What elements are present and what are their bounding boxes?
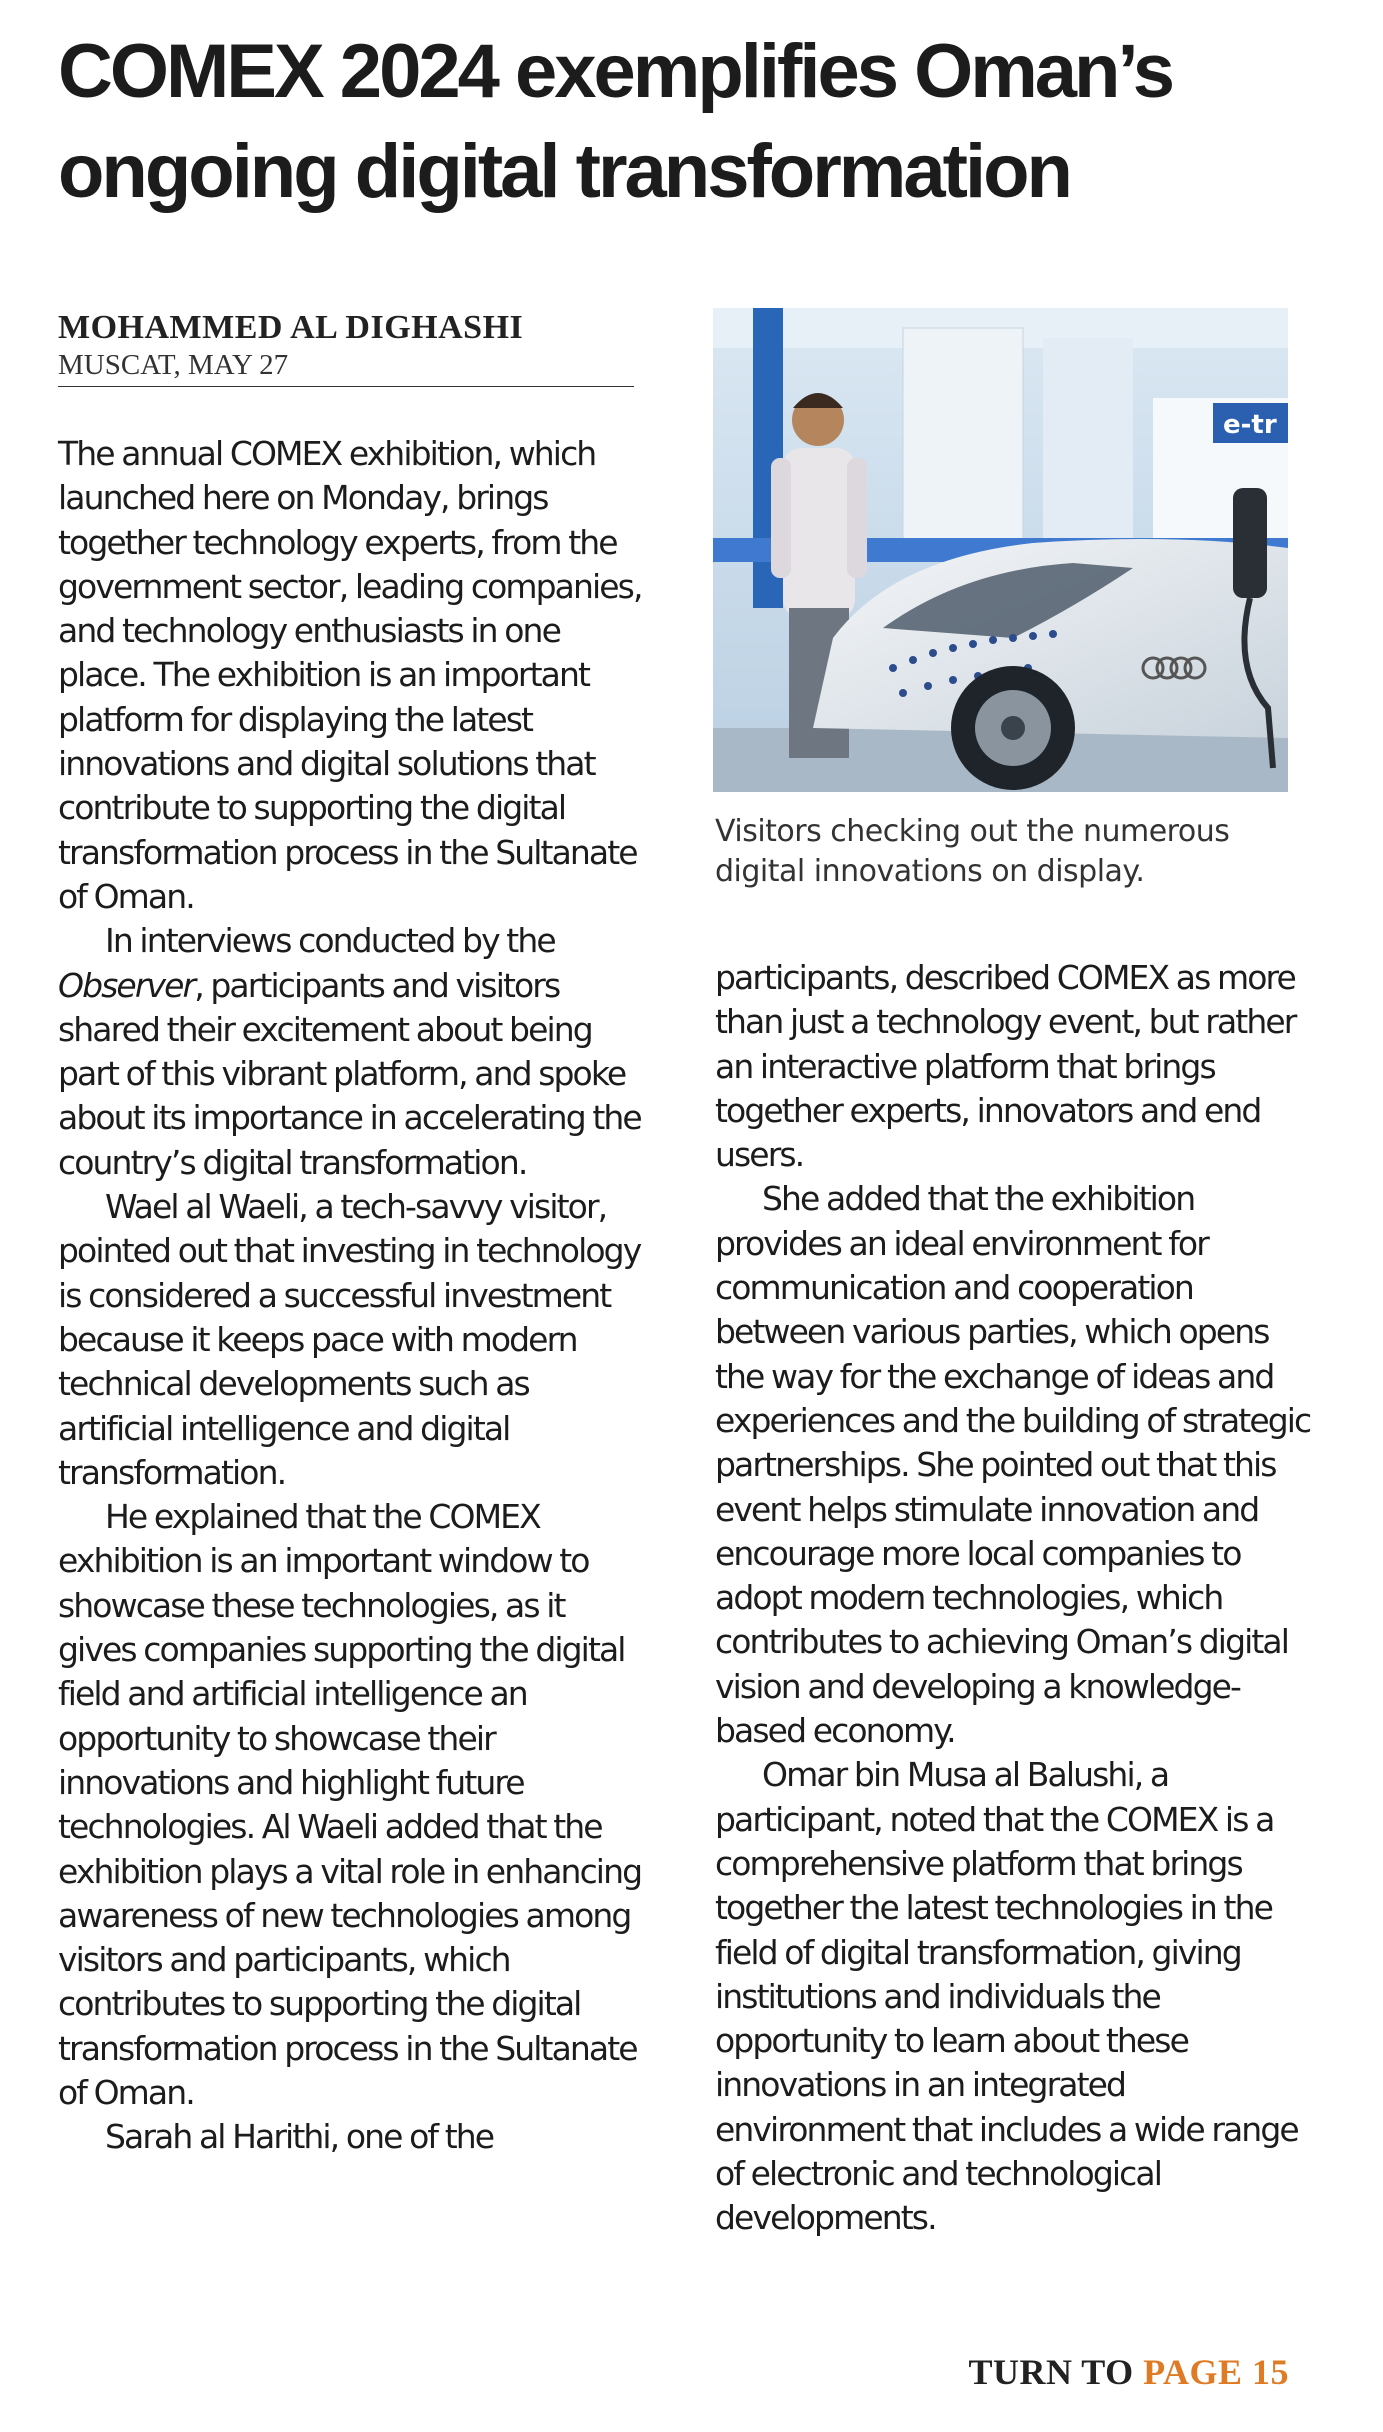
author-name: MOHAMMED AL DIGHASHI	[58, 309, 524, 346]
publication-name: Observer	[58, 965, 195, 1005]
booth-sign: e-tr	[1223, 410, 1277, 440]
turn-to-page-link[interactable]	[968, 2350, 1289, 2394]
paragraph	[58, 919, 648, 1185]
article-headline: COMEX 2024 exemplifies Oman’s ongoing digital transformation	[58, 29, 1173, 214]
photo-of-visitor-and-car-icon	[713, 308, 1288, 792]
paragraph: participants, described COMEX as more than just a technology event, but rather an interactive platform that brings together experts, innovators and end users.	[715, 958, 1296, 1175]
page-reference: PAGE 15	[1143, 2352, 1289, 2392]
paragraph-text: , participants and visitors shared their excitement about being part of this vibrant platform, and spoke about its importance in accelerating the country’s digital transformation.	[58, 965, 641, 1182]
dateline: MUSCAT, MAY 27	[58, 349, 289, 381]
byline	[58, 308, 634, 387]
article-photo	[713, 308, 1288, 792]
paragraph: He explained that the COMEX exhibition is an important window to showcase these technologies, as it gives companies supporting the digital field and artificial intelligence an opportunity to showcase their innovations and highlight future technologies. Al Waeli added that the exhibition plays a vital role in enhancing awareness of new technologies among visitors and participants, which contributes to supporting the digital transformation process in the Sultanate of Oman.	[58, 1497, 642, 2112]
article-column-left	[58, 432, 648, 2160]
paragraph: The annual COMEX exhibition, which launched here on Monday, brings together technology experts, from the government sector, leading companies, and technology enthusiasts in one place. The exhibition is an important platform for displaying the latest innovations and digital solutions that contribute to supporting the digital transformation process in the Sultanate of Oman.	[58, 434, 642, 916]
photo-caption: Visitors checking out the numerous digital innovations on display.	[715, 814, 1230, 889]
turn-to-label: TURN TO	[968, 2352, 1144, 2392]
paragraph: Wael al Waeli, a tech-savvy visitor, pointed out that investing in technology is considered a successful investment because it keeps pace with modern technical developments such as artificial intelligence and digital transformation.	[58, 1187, 641, 1492]
article-column-right	[715, 956, 1315, 2241]
paragraph-text: In interviews conducted by the	[105, 921, 555, 961]
paragraph: Sarah al Harithi, one of the	[105, 2117, 494, 2157]
paragraph: Omar bin Musa al Balushi, a participant, noted that the COMEX is a comprehensive platform that brings together the latest technologies in the field of digital transformation, giving institutions and individuals the opportunity to learn about these innovations in an integrated environment that includes a wide range of electronic and technological developments.	[715, 1755, 1298, 2238]
paragraph: She added that the exhibition provides an ideal environment for communication and cooperation between various parties, which opens the way for the exchange of ideas and experiences and the building of strategic partnerships. She pointed out that this event helps stimulate innovation and encourage more local companies to adopt modern technologies, which contributes to achieving Oman’s digital vision and developing a knowledge-based economy.	[715, 1179, 1311, 1751]
